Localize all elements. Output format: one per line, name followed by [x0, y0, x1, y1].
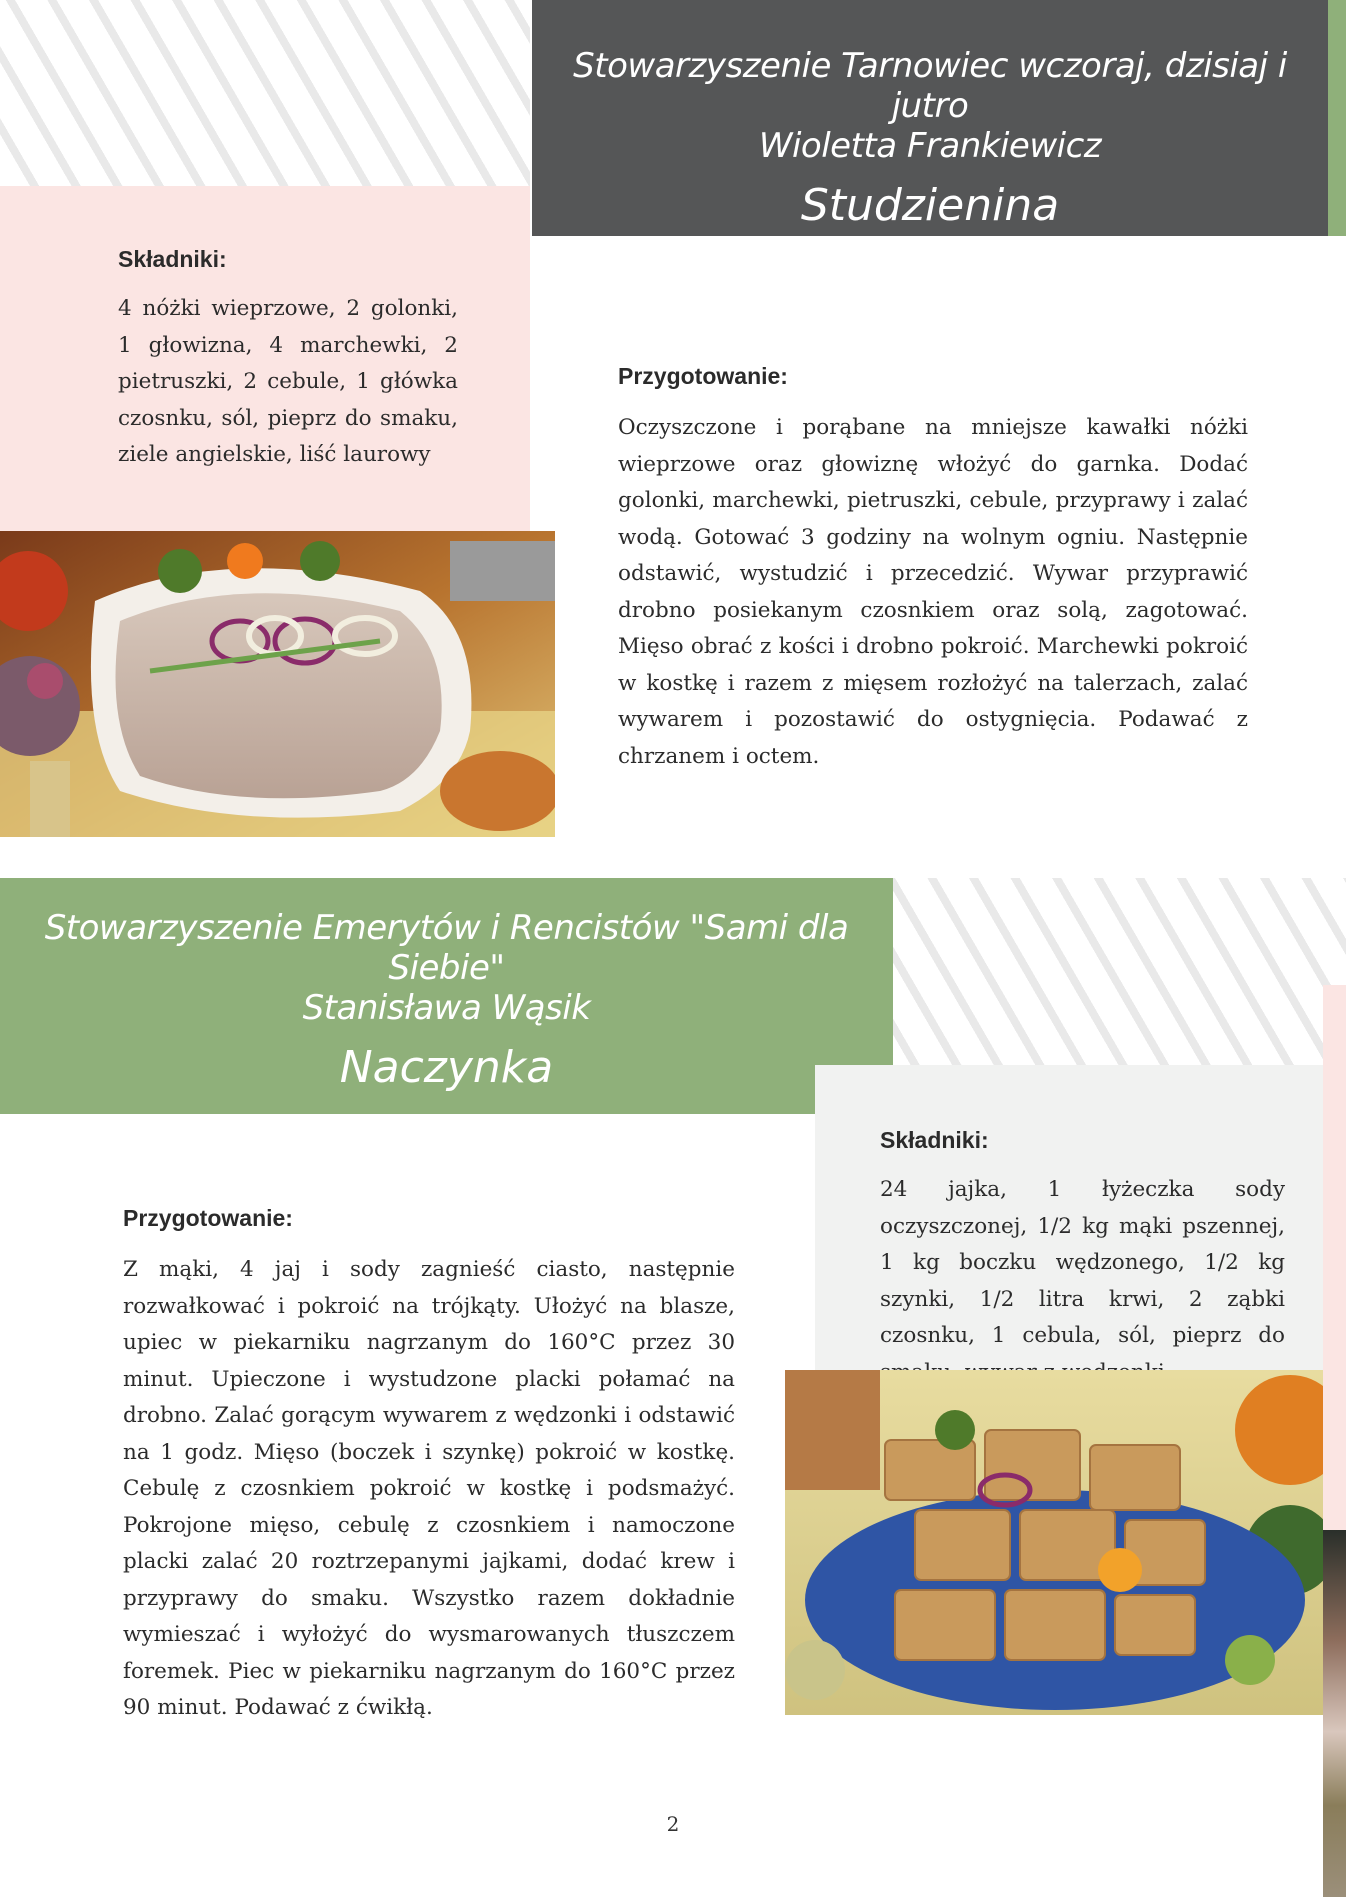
decorative-stripes-top	[0, 0, 530, 190]
recipe2-preparation-text: Z mąki, 4 jaj i sody zagnieść ciasto, następnie rozwałkować i pokroić na trójkąty. Ułożyć na blasze, upiec w piekarniku nagrzanym do 160°C przez 30 minut. Upieczone i wystudzone placki połamać na drobno. Zalać gorącym wywarem z wędzonki i odstawić na 1 godz. Mięso (boczek i szynkę) pokroić w kostkę. Cebulę z czosnkiem pokroić w kostkę i podsmażyć. Pokrojone mięso, cebulę z czosnkiem i namoczone placki zalać 20 roztrzepanymi jajkami, dodać krew i przyprawy do smaku. Wszystko razem dokładnie wymieszać i wyłożyć do wysmarowanych tłuszczem foremek. Piec w piekarniku nagrzanym do 160°C przez 90 minut. Podawać z ćwikłą.	[123, 1257, 735, 1720]
recipe2-preparation-section	[123, 1205, 735, 1727]
recipe2-ingredients-text: 24 jajka, 1 łyżeczka sody oczyszczonej, 1/2 kg mąki pszennej, 1 kg boczku wędzonego, 1/2 kg szynki, 1/2 litra krwi, 2 ząbki czosnku, 1 cebula, sól, pieprz do	[880, 1177, 1285, 1348]
recipe2-header	[0, 878, 893, 1114]
decorative-pink-strip	[1323, 985, 1346, 1530]
recipe2-photo	[785, 1370, 1323, 1715]
recipe1-ingredients-panel	[0, 186, 530, 531]
recipe2-author: Stanisława Wąsik	[302, 988, 591, 1028]
recipe2-organization: Stowarzyszenie Emerytów i Rencistów "Sami dla Siebie"	[44, 908, 849, 988]
recipe1-header	[532, 0, 1328, 236]
recipe1-organization: Stowarzyszenie Tarnowiec wczoraj, dzisiaj i jutro	[573, 46, 1287, 126]
recipe1-photo	[0, 531, 555, 837]
recipe1-ingredients-text: 4 nóżki wieprzowe, 2 golonki, 1 głowizna, 4 marchewki, 2 pietruszki, 2 cebule, 1 główka czosnku, sól, pieprz do smaku, ziele angielskie, liść laurowy	[118, 296, 458, 467]
recipe1-title: Studzienina	[800, 180, 1060, 231]
recipe1-ingredients-heading: Składniki:	[118, 246, 227, 272]
decorative-stripes-middle	[880, 878, 1346, 1068]
recipe1-author: Wioletta Frankiewicz	[758, 126, 1102, 166]
decorative-photo-strip	[1323, 1530, 1346, 1897]
recipe1-preparation-text: Oczyszczone i porąbane na mniejsze kawałki nóżki wieprzowe oraz głowiznę włożyć do garnka. Dodać golonki, marchewki, pietruszki, cebule, przyprawy i zalać wodą. Gotować 3 godziny na wolnym ogniu. Następnie odstawić, wystudzić i przecedzić. Wywar przyprawić drobno posiekanym czosnkiem oraz solą, zagotować. Mięso obrać z kości i drobno pokroić. Marchewki pokroić w kostkę i razem z mięsem rozłożyć na talerzach, zalać wywarem i pozostawić do ostygnięcia. Podawać z chrzanem i octem.	[618, 415, 1248, 769]
recipe1-preparation-heading: Przygotowanie:	[618, 363, 788, 389]
recipe2-preparation-heading: Przygotowanie:	[123, 1205, 293, 1231]
decorative-green-strip	[1328, 0, 1346, 236]
page-number: 2	[666, 1812, 680, 1836]
recipe1-preparation-section	[618, 363, 1248, 775]
recipe2-title: Naczynka	[339, 1042, 554, 1093]
recipe2-ingredients-heading: Składniki:	[880, 1127, 989, 1153]
recipe2-ingredients-panel	[815, 1065, 1323, 1370]
